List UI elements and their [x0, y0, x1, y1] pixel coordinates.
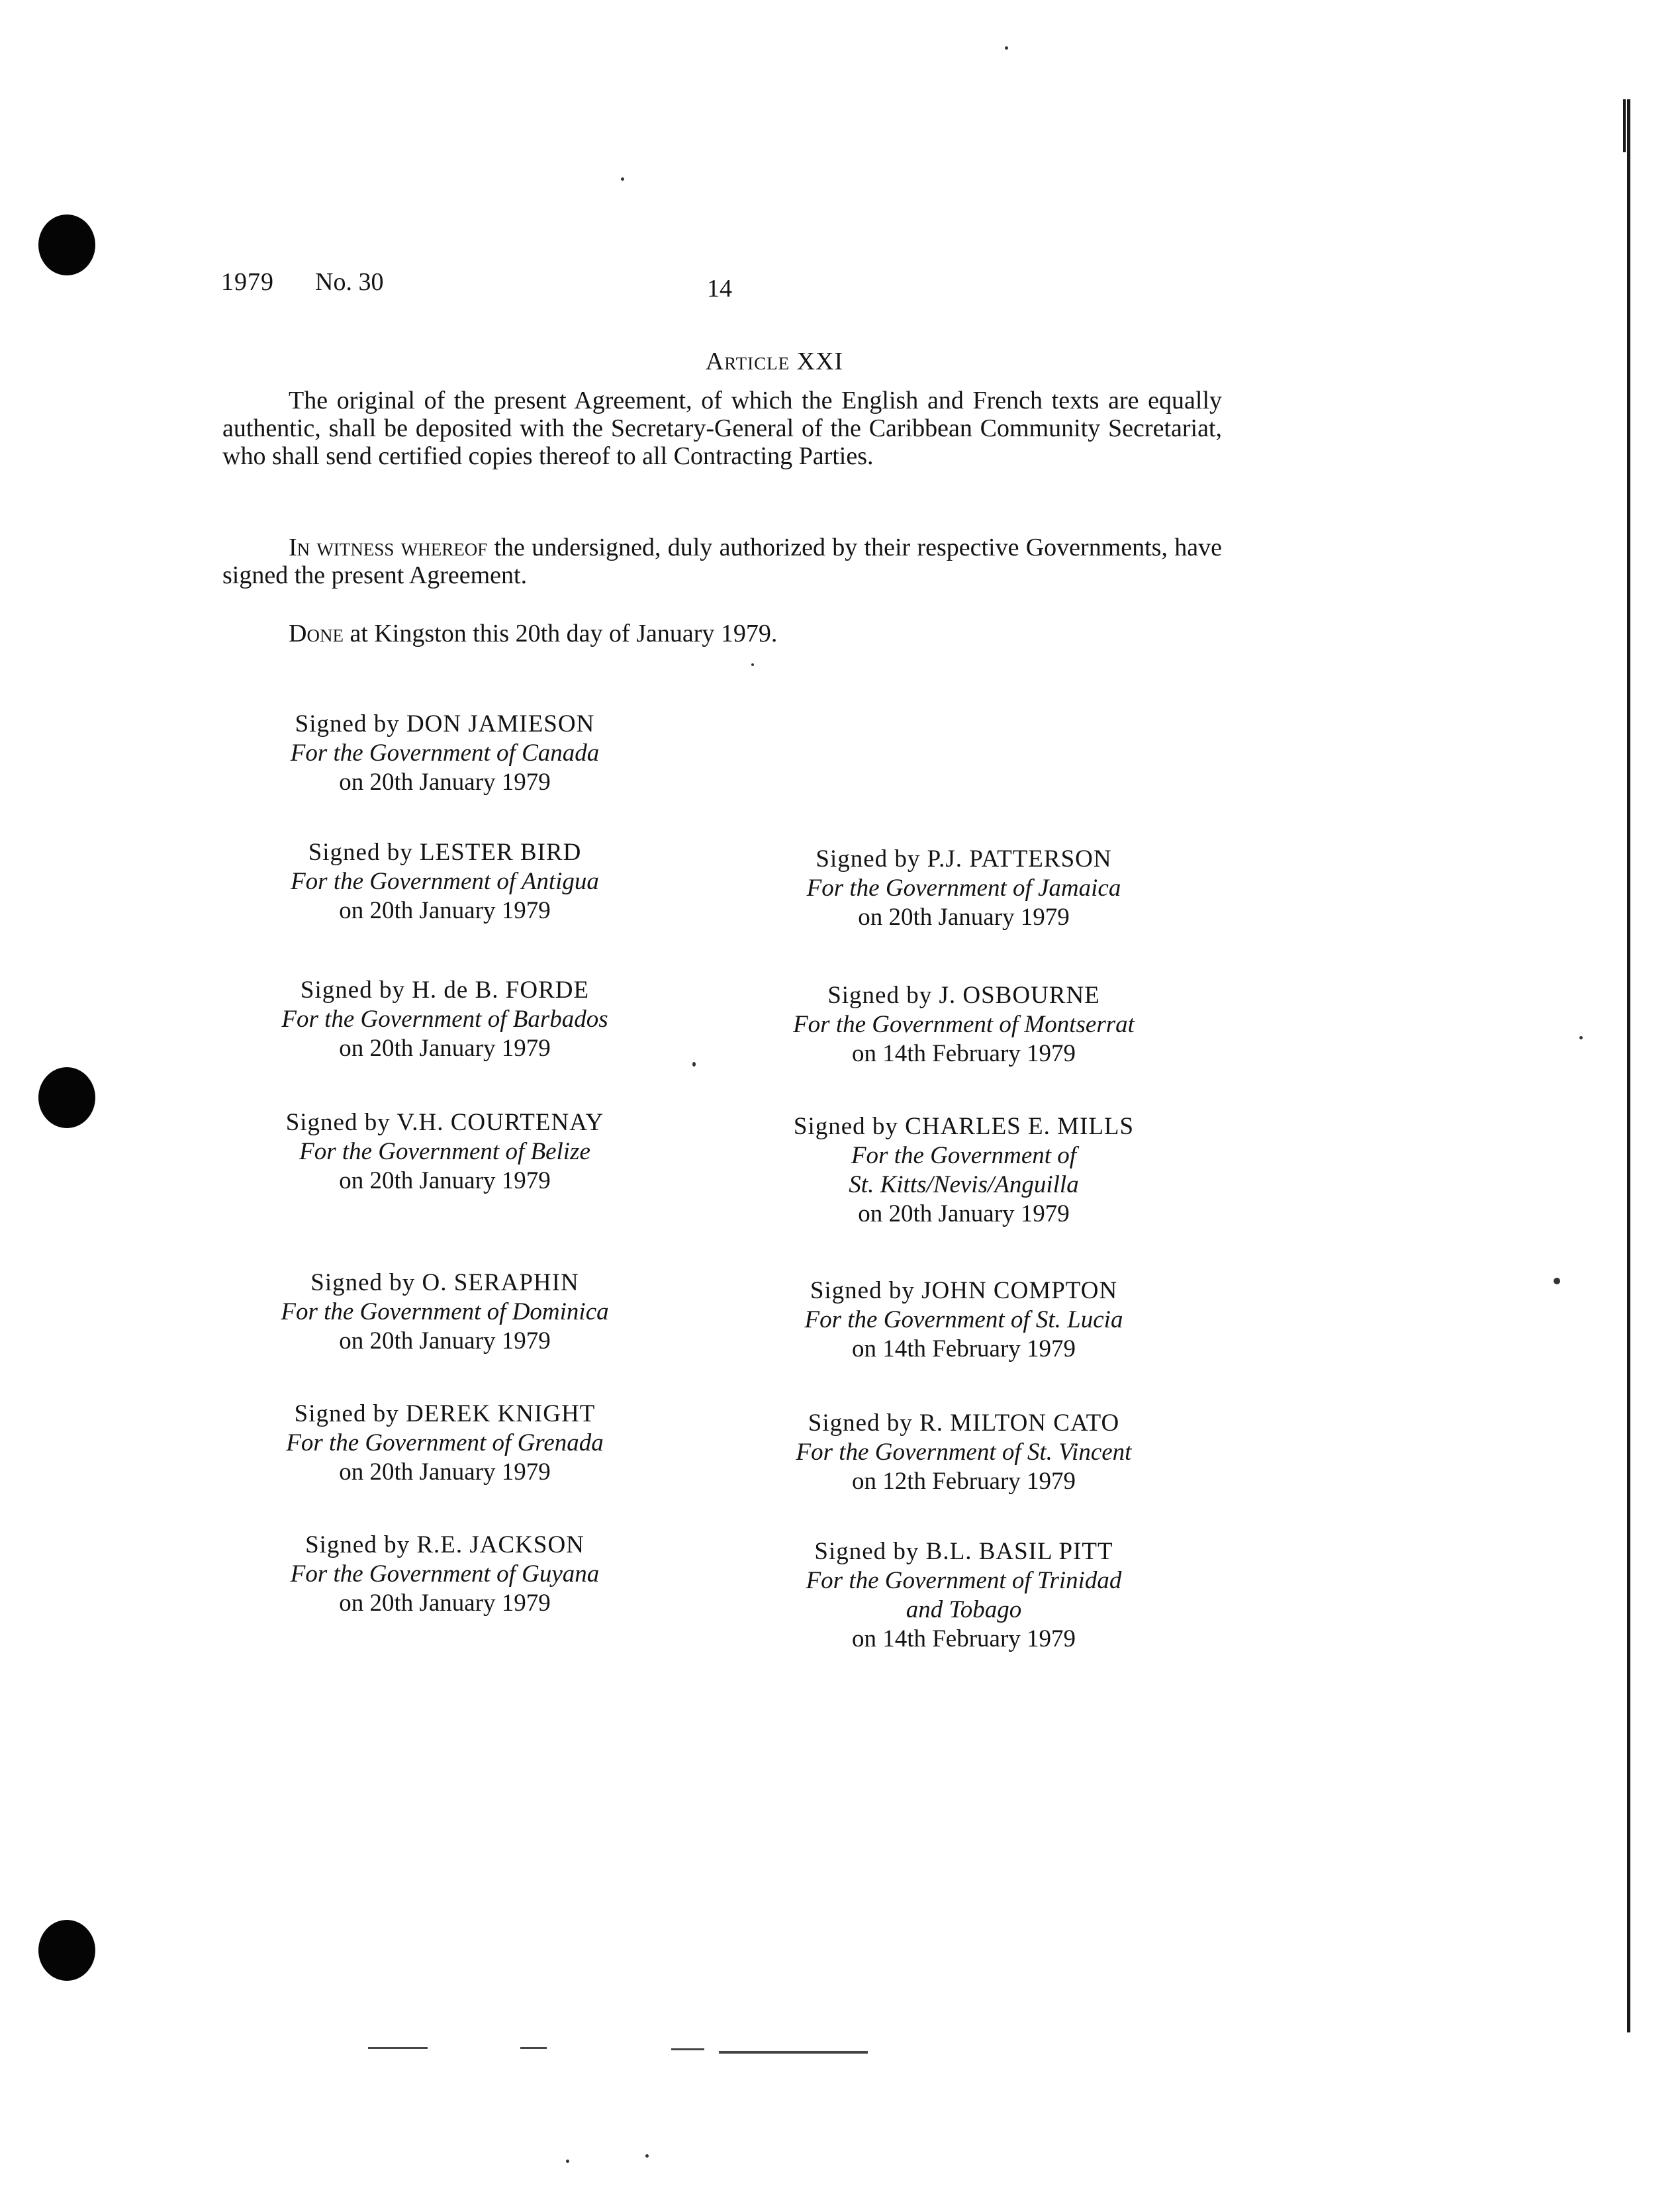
- signatory-government: For the Government of Canada: [290, 739, 600, 767]
- witness-rest: the undersigned, duly authorized by their respective Governments, have signed the present Agreement.: [222, 534, 1222, 589]
- paragraph-done: [222, 620, 1222, 647]
- paragraph-witness: [222, 534, 1222, 589]
- signatory-name: Signed by R.E. JACKSON: [305, 1531, 584, 1558]
- signatory-name: Signed by JOHN COMPTON: [810, 1277, 1118, 1304]
- signatory-name: Signed by LESTER BIRD: [308, 839, 582, 866]
- scan-speck: [1005, 46, 1008, 50]
- signature-block: [213, 1108, 677, 1196]
- signature-date: on 20th January 1979: [339, 769, 551, 796]
- signatory-government: For the Government of St. Lucia: [804, 1306, 1123, 1333]
- page-number: 14: [707, 275, 732, 303]
- done-rest: at Kingston this 20th day of January 1979.: [343, 620, 778, 647]
- signatory-name: Signed by R. MILTON CATO: [808, 1409, 1120, 1437]
- scan-edge-mark: [1623, 99, 1626, 152]
- signature-block: [213, 1400, 677, 1487]
- signature-block: [213, 1268, 677, 1356]
- scan-dash: [368, 2047, 428, 2049]
- signature-date: on 20th January 1979: [858, 904, 1070, 931]
- signatory-name: Signed by V.H. COURTENAY: [285, 1109, 604, 1136]
- signatory-name: Signed by B.L. BASIL PITT: [814, 1538, 1113, 1565]
- signatory-government: For the Government of Guyana: [290, 1560, 600, 1588]
- scan-edge: [1627, 99, 1630, 2032]
- signature-block: [732, 845, 1195, 932]
- signatory-government: For the Government of Trinidad: [806, 1567, 1122, 1594]
- signature-date: on 20th January 1979: [339, 897, 551, 924]
- signatory-name: Signed by CHARLES E. MILLS: [793, 1113, 1135, 1140]
- signature-date: on 12th February 1979: [851, 1468, 1076, 1495]
- signatory-name: Signed by H. de B. FORDE: [300, 976, 590, 1004]
- scan-speck: [1579, 1036, 1583, 1039]
- scan-dash: [520, 2047, 547, 2049]
- signature-date: on 14th February 1979: [851, 1040, 1076, 1067]
- signature-block: [213, 710, 677, 797]
- signatory-name: Signed by DON JAMIESON: [295, 710, 595, 738]
- article-heading: Article XXI: [705, 348, 844, 375]
- scan-dash: [719, 2051, 868, 2054]
- signature-date: on 20th January 1979: [339, 1590, 551, 1617]
- signatory-government: For the Government of Montserrat: [793, 1011, 1135, 1038]
- signatory-name: Signed by P.J. PATTERSON: [816, 845, 1112, 873]
- header-year: 1979: [221, 268, 274, 296]
- signatory-government: For the Government of Jamaica: [806, 875, 1121, 902]
- signature-date: on 20th January 1979: [339, 1327, 551, 1355]
- signatory-government: For the Government of Belize: [299, 1138, 590, 1165]
- punch-hole: [38, 1067, 95, 1128]
- done-lead: Done: [289, 620, 344, 647]
- signature-date: on 14th February 1979: [851, 1625, 1076, 1652]
- header-number: No. 30: [315, 268, 384, 296]
- scan-speck: [692, 1062, 696, 1067]
- scan-dash: [671, 2048, 704, 2050]
- signature-date: on 20th January 1979: [858, 1200, 1070, 1227]
- signature-block: [213, 976, 677, 1063]
- signatory-government: For the Government of Antigua: [291, 868, 599, 895]
- signatory-government: For the Government of St. Vincent: [796, 1439, 1132, 1466]
- signature-date: on 20th January 1979: [339, 1458, 551, 1486]
- paragraph-original-text: The original of the present Agreement, of which the English and French texts are equally authentic, shall be deposited with the Secretary-General of the Caribbean Community Secretariat, who shall send certified copies thereof to all Contracting Parties.: [222, 387, 1222, 470]
- signatory-government: For the Government of Grenada: [286, 1429, 604, 1456]
- punch-hole: [38, 1920, 95, 1981]
- signature-block: [732, 1276, 1195, 1364]
- signature-block: [732, 1409, 1195, 1496]
- scan-speck: [1554, 1278, 1560, 1284]
- signature-block: [213, 838, 677, 926]
- signatory-name: Signed by DEREK KNIGHT: [294, 1400, 596, 1427]
- signatory-government: For the Government of: [851, 1142, 1077, 1169]
- signature-block: [732, 1112, 1195, 1229]
- scan-speck: [645, 2154, 649, 2158]
- punch-hole: [38, 214, 95, 275]
- signature-date: on 20th January 1979: [339, 1167, 551, 1194]
- signatory-government-line2: and Tobago: [906, 1596, 1022, 1623]
- signatory-name: Signed by J. OSBOURNE: [827, 982, 1100, 1009]
- signature-block: [732, 981, 1195, 1069]
- signature-date: on 20th January 1979: [339, 1035, 551, 1062]
- signatory-name: Signed by O. SERAPHIN: [310, 1269, 579, 1296]
- scan-speck: [751, 663, 754, 666]
- signatory-government-line2: St. Kitts/Nevis/Anguilla: [849, 1171, 1079, 1198]
- witness-lead: In witness whereof: [289, 534, 488, 561]
- signature-block: [213, 1531, 677, 1618]
- paragraph-witness-text: [222, 534, 1222, 589]
- paragraph-done-text: [222, 620, 1222, 647]
- signatory-government: For the Government of Dominica: [281, 1298, 609, 1325]
- scan-speck: [566, 2160, 569, 2163]
- signature-block: [732, 1537, 1195, 1654]
- signature-date: on 14th February 1979: [851, 1335, 1076, 1362]
- paragraph-original: [222, 387, 1222, 470]
- scan-speck: [621, 177, 624, 181]
- signatory-government: For the Government of Barbados: [281, 1006, 608, 1033]
